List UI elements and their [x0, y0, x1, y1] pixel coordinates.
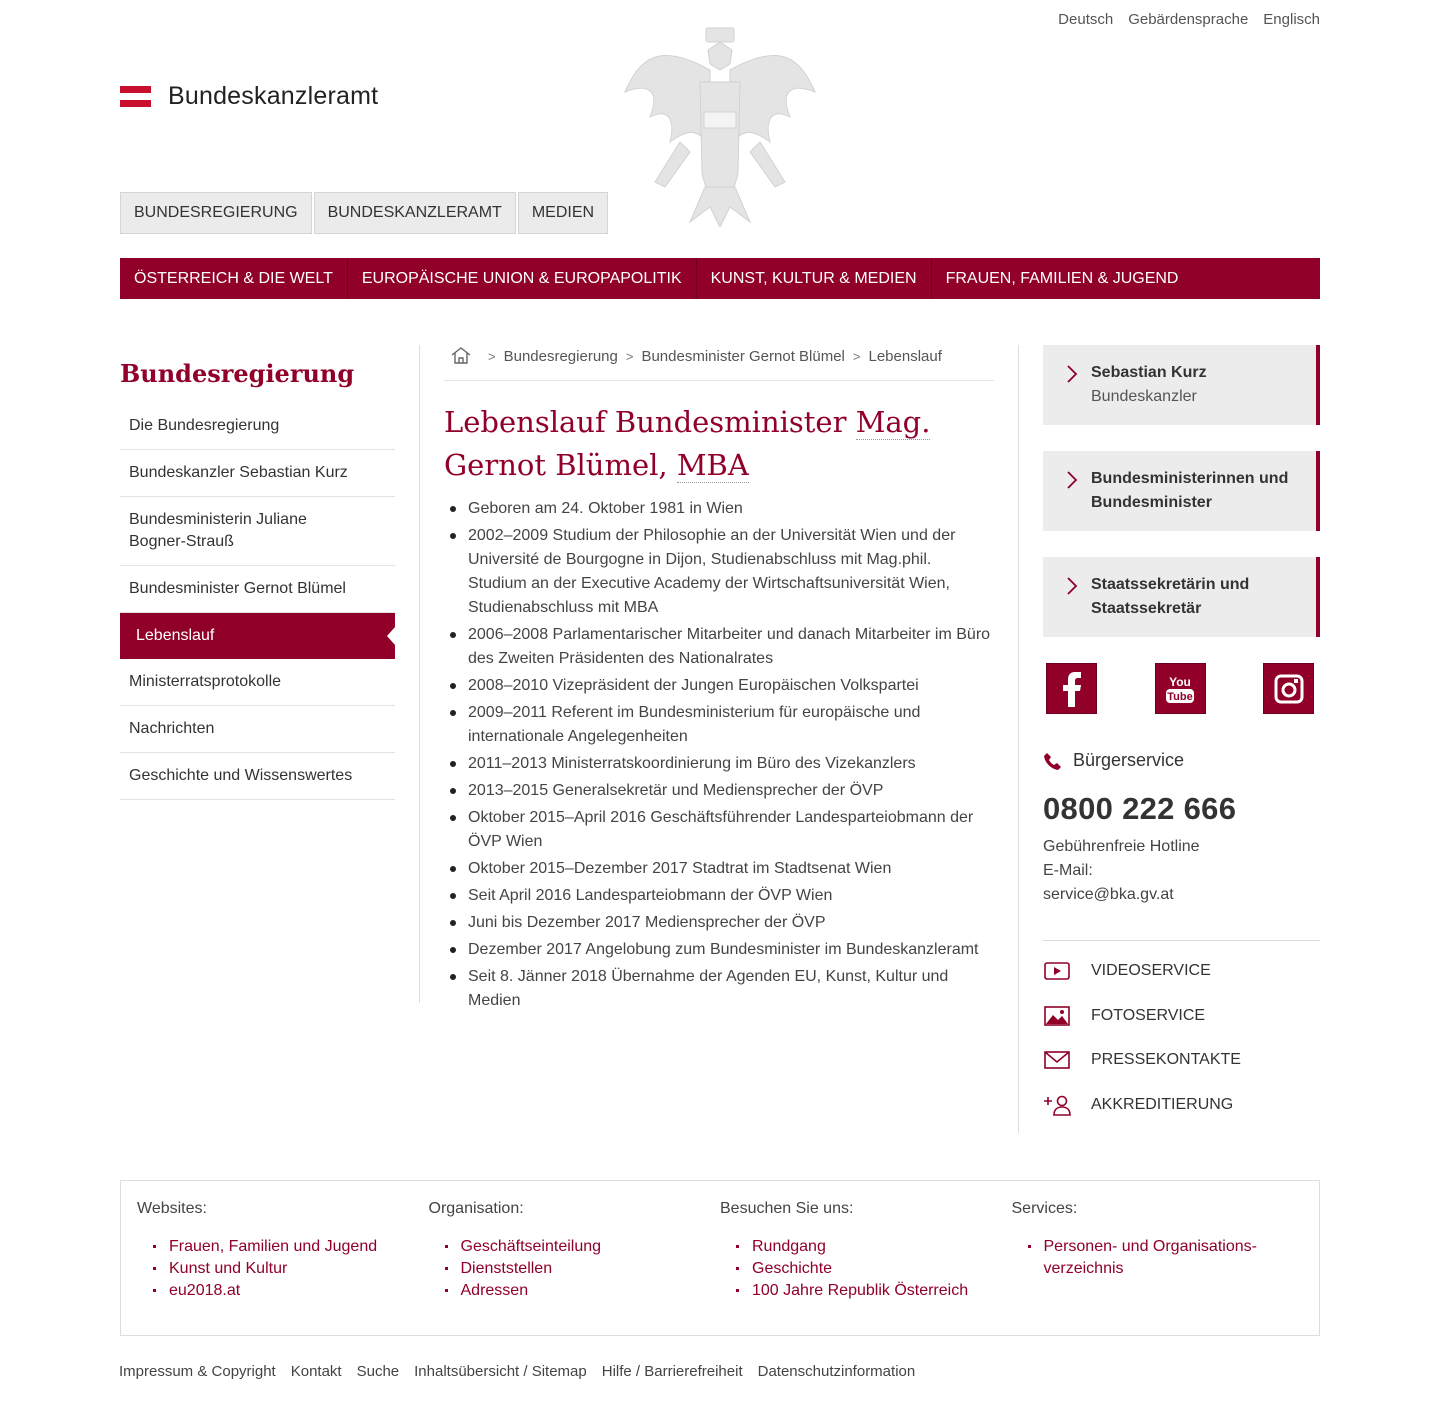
buergerservice-title: Bürgerservice — [1073, 750, 1185, 770]
link-datenschutz[interactable]: Datenschutzinformation — [757, 1363, 916, 1380]
teaser-title: Bundesministerinnen und Bundesminister — [1091, 470, 1289, 511]
service-item[interactable] — [1043, 994, 1320, 1039]
sidebar-item-nachrichten[interactable]: Nachrichten — [129, 720, 215, 737]
austria-flag-icon — [120, 86, 151, 107]
sidebar-item — [120, 403, 395, 450]
footer-link[interactable]: Dienststellen — [460, 1260, 553, 1277]
footer-column-services — [1012, 1200, 1304, 1335]
breadcrumb — [444, 345, 994, 381]
breadcrumb-separator: > — [852, 349, 861, 364]
mainnav-oesterreich-welt[interactable]: ÖSTERREICH & DIE WELT — [120, 258, 348, 299]
sidebar-item-bundesministerin[interactable]: Bundesministerin Juliane Bogner-Strauß — [129, 511, 307, 550]
main-navigation — [120, 258, 1320, 299]
language-switcher — [1058, 11, 1320, 28]
footer-column-title: Besuchen Sie uns: — [720, 1200, 854, 1217]
sidebar-item-ministerratsprotokolle[interactable]: Ministerratsprotokolle — [129, 673, 282, 690]
logo-text: Bundeskanzleramt — [168, 82, 379, 110]
service-item[interactable] — [1043, 949, 1320, 994]
footer-link[interactable]: Kunst und Kultur — [169, 1260, 288, 1277]
home-icon[interactable] — [450, 346, 472, 368]
breadcrumb-bundesregierung[interactable]: Bundesregierung — [503, 348, 618, 365]
mainnav-kunst-kultur-medien[interactable]: KUNST, KULTUR & MEDIEN — [697, 258, 932, 299]
cv-item: 2008–2010 Vizepräsident der Jungen Europäischen Volkspartei — [444, 674, 994, 698]
cv-item: Geboren am 24. Oktober 1981 in Wien — [444, 497, 994, 521]
lang-deutsch[interactable]: Deutsch — [1058, 11, 1114, 28]
topnav-bundesregierung[interactable]: BUNDESREGIERUNG — [120, 192, 312, 234]
service-item[interactable] — [1043, 1038, 1320, 1083]
sidebar-item-die-bundesregierung[interactable]: Die Bundesregierung — [129, 417, 280, 434]
cv-item: Dezember 2017 Angelobung zum Bundesminister im Bundeskanzleramt — [444, 938, 994, 962]
link-impressum[interactable]: Impressum & Copyright — [119, 1363, 276, 1380]
sidebar-nav — [120, 403, 395, 800]
sidebar-item-lebenslauf[interactable]: Lebenslauf — [136, 627, 215, 644]
service-pressekontakte: PRESSEKONTAKTE — [1091, 1051, 1241, 1069]
photo-icon — [1043, 1005, 1091, 1027]
cv-item: 2013–2015 Generalsekretär und Mediensprecher der ÖVP — [444, 779, 994, 803]
email-link[interactable]: service@bka.gv.at — [1043, 886, 1174, 903]
sidebar-item — [120, 659, 395, 706]
cv-item: 2002–2009 Studium der Philosophie an der Universität Wien und der Université de Bourgogne in Dijon, Studienabschluss mit Mag.phil. Studium an der Executive Academy der Wirtschaftsuniversität Wien, Studienabschluss mit MBA — [444, 524, 994, 620]
email-label: E-Mail: — [1043, 862, 1093, 879]
cv-item: Juni bis Dezember 2017 Mediensprecher der ÖVP — [444, 911, 994, 935]
main-content — [444, 345, 994, 1016]
lang-englisch[interactable]: Englisch — [1263, 11, 1320, 28]
footer-link[interactable]: Frauen, Familien und Jugend — [169, 1238, 378, 1255]
footer-link[interactable]: Geschichte — [752, 1260, 833, 1277]
footer-column-title: Organisation: — [428, 1200, 524, 1217]
topnav-bundeskanzleramt[interactable]: BUNDESKANZLERAMT — [314, 192, 516, 234]
footer-link[interactable]: Geschäftseinteilung — [460, 1238, 602, 1255]
footer-column-title: Services: — [1011, 1200, 1078, 1217]
link-suche[interactable]: Suche — [356, 1363, 400, 1380]
sidebar-item-active — [120, 613, 395, 659]
teaser-sebastian-kurz[interactable] — [1043, 345, 1320, 425]
right-sidebar — [1018, 345, 1320, 1133]
title-abbr-mag: Mag. — [855, 405, 931, 439]
services-list — [1043, 940, 1320, 1127]
left-sidebar — [120, 345, 420, 1003]
service-item[interactable] — [1043, 1083, 1320, 1128]
chevron-right-icon — [1065, 365, 1079, 383]
envelope-icon — [1043, 1049, 1091, 1071]
cv-item: Seit April 2016 Landesparteiobmann der ÖVP Wien — [444, 884, 994, 908]
site-logo[interactable] — [120, 82, 378, 111]
svg-text:You: You — [1169, 674, 1191, 689]
video-icon — [1043, 960, 1091, 982]
instagram-icon[interactable] — [1263, 663, 1314, 714]
breadcrumb-current: Lebenslauf — [868, 348, 942, 365]
footer-column-websites — [137, 1200, 429, 1335]
service-videoservice: VIDEOSERVICE — [1091, 962, 1211, 980]
footer-link[interactable]: Rundgang — [752, 1238, 826, 1255]
federal-eagle-emblem — [620, 22, 820, 227]
sidebar-item — [120, 706, 395, 753]
teaser-title: Staatssekretärin und Staatssekretär — [1091, 576, 1250, 617]
title-text: Gernot Blümel, — [444, 448, 677, 482]
cv-list — [444, 497, 994, 1013]
title-abbr-mba: MBA — [676, 448, 749, 482]
teaser-subtitle: Bundeskanzler — [1091, 388, 1197, 405]
cv-item: 2011–2013 Ministerratskoordinierung im Büro des Vizekanzlers — [444, 752, 994, 776]
chevron-right-icon — [1065, 577, 1079, 595]
teaser-staatssekretaer[interactable] — [1043, 557, 1320, 637]
cv-item: Oktober 2015–April 2016 Geschäftsführender Landesparteiobmann der ÖVP Wien — [444, 806, 994, 854]
topnav-medien[interactable]: MEDIEN — [518, 192, 608, 234]
page-title — [444, 401, 994, 487]
cv-item: Seit 8. Jänner 2018 Übernahme der Agenden EU, Kunst, Kultur und Medien — [444, 965, 994, 1013]
footer-column-organisation — [429, 1200, 721, 1335]
svg-text:Tube: Tube — [1167, 690, 1193, 703]
teaser-bundesminister[interactable] — [1043, 451, 1320, 531]
breadcrumb-separator: > — [625, 349, 634, 364]
sidebar-item-bundesminister-bluemel[interactable]: Bundesminister Gernot Blümel — [129, 580, 346, 597]
sidebar-item — [120, 753, 395, 800]
chevron-right-icon — [1065, 471, 1079, 489]
footer-column-besuchen — [720, 1200, 1012, 1335]
hotline-label: Gebührenfreie Hotline — [1043, 838, 1200, 855]
sidebar-item-geschichte[interactable]: Geschichte und Wissenswertes — [129, 767, 353, 784]
sidebar-item — [120, 450, 395, 497]
buergerservice-header — [1043, 750, 1320, 771]
footer-link[interactable]: eu2018.at — [169, 1282, 241, 1299]
facebook-icon[interactable] — [1046, 663, 1097, 714]
footer-link[interactable]: 100 Jahre Republik Österreich — [752, 1282, 969, 1299]
teaser-title: Sebastian Kurz — [1091, 364, 1207, 381]
buergerservice-info — [1043, 835, 1320, 907]
service-fotoservice: FOTOSERVICE — [1091, 1006, 1206, 1024]
mainnav-frauen-familien-jugend[interactable]: FRAUEN, FAMILIEN & JUGEND — [945, 270, 1179, 287]
footer-link[interactable]: Personen- und Organisations-verzeichnis — [1043, 1238, 1257, 1277]
link-barrierefreiheit[interactable]: Hilfe / Barrierefreiheit — [601, 1363, 743, 1380]
link-kontakt[interactable]: Kontakt — [290, 1363, 342, 1380]
phone-icon — [1043, 751, 1063, 771]
social-links — [1043, 663, 1320, 714]
title-text: Lebenslauf Bundesminister — [444, 405, 856, 439]
link-sitemap[interactable]: Inhaltsübersicht / Sitemap — [414, 1363, 587, 1380]
breadcrumb-separator: > — [488, 349, 496, 364]
mainnav-eu-europapolitik[interactable]: EUROPÄISCHE UNION & EUROPAPOLITIK — [348, 258, 697, 299]
sidebar-title: Bundesregierung — [120, 359, 355, 388]
cv-item: 2009–2011 Referent im Bundesministerium für europäische und internationale Angelegenheiten — [444, 701, 994, 749]
youtube-icon[interactable] — [1155, 663, 1206, 714]
footer-links-box — [120, 1180, 1320, 1336]
sidebar-item — [120, 566, 395, 613]
bottom-links — [119, 1363, 915, 1380]
service-akkreditierung: AKKREDITIERUNG — [1091, 1095, 1234, 1113]
cv-item: Oktober 2015–Dezember 2017 Stadtrat im Stadtsenat Wien — [444, 857, 994, 881]
cv-item: 2006–2008 Parlamentarischer Mitarbeiter und danach Mitarbeiter im Büro des Zweiten Präsidenten des Nationalrates — [444, 623, 994, 671]
hotline-number: 0800 222 666 — [1043, 791, 1237, 826]
footer-column-title: Websites: — [137, 1200, 207, 1217]
sidebar-item — [120, 497, 395, 566]
footer-link[interactable]: Adressen — [460, 1282, 529, 1299]
lang-gebaerdensprache[interactable]: Gebärdensprache — [1128, 11, 1249, 28]
sidebar-item-bundeskanzler[interactable]: Bundeskanzler Sebastian Kurz — [129, 464, 348, 481]
breadcrumb-bundesminister[interactable]: Bundesminister Gernot Blümel — [641, 348, 845, 365]
top-navigation — [120, 192, 608, 234]
add-user-icon — [1043, 1094, 1091, 1116]
